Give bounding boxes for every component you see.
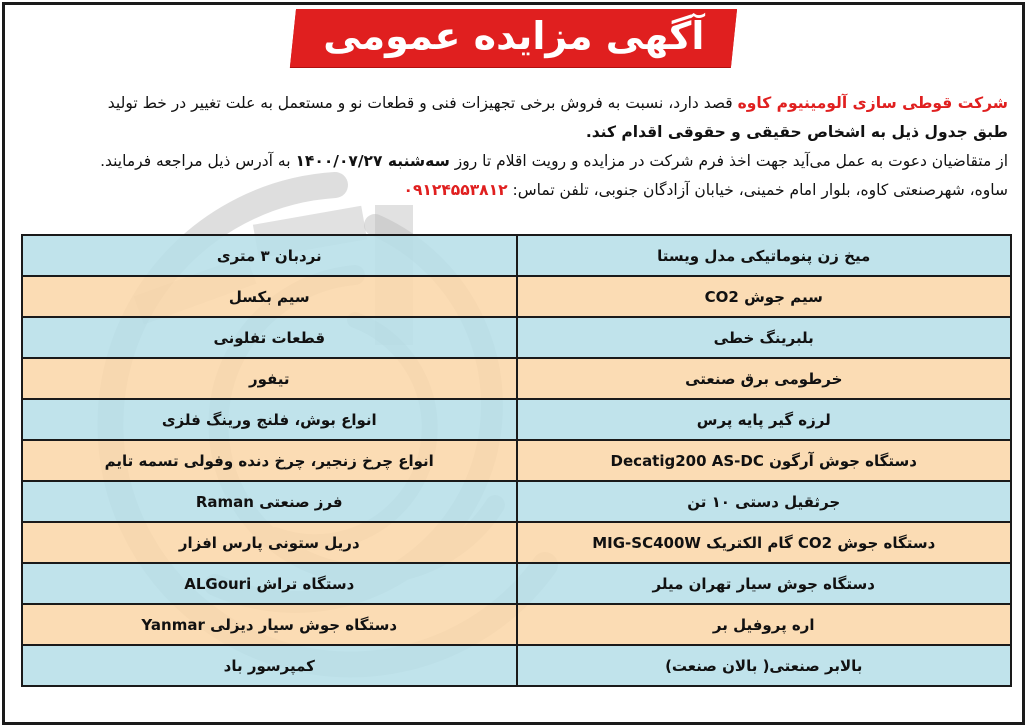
item-cell-left: تیفور [22, 358, 517, 399]
phone-number: ۰۹۱۲۴۵۵۳۸۱۲ [403, 181, 508, 199]
table-row [22, 358, 1011, 399]
table-row [22, 563, 1011, 604]
table-row [22, 522, 1011, 563]
item-cell-left: دستگاه جوش سیار دیزلی Yanmar [22, 604, 517, 645]
item-cell-right: میخ زن پنوماتیکی مدل ویستا [517, 235, 1012, 276]
table-row [22, 399, 1011, 440]
table-row [22, 481, 1011, 522]
item-cell-right: لرزه گیر پایه پرس [517, 399, 1012, 440]
item-cell-left: انواع چرخ زنجیر، چرخ دنده وفولی تسمه تایم [22, 440, 517, 481]
intro-line-3-b: به آدرس ذیل مراجعه فرمایند. [100, 152, 296, 170]
item-cell-left: دستگاه تراش ALGouri [22, 563, 517, 604]
item-cell-right: بلبرینگ خطی [517, 317, 1012, 358]
intro-line-2: طبق جدول ذیل به اشخاص حقیقی و حقوقی اقدام کند. [585, 123, 1008, 141]
ad-frame [2, 2, 1025, 725]
item-cell-left: انواع بوش، فلنج ورینگ فلزی [22, 399, 517, 440]
item-cell-left: فرز صنعتی Raman [22, 481, 517, 522]
table-row [22, 317, 1011, 358]
items-table [21, 234, 1012, 687]
item-cell-right: سیم جوش CO2 [517, 276, 1012, 317]
table-row [22, 235, 1011, 276]
intro-line-1 [19, 89, 1008, 118]
title-banner [5, 9, 1022, 67]
item-cell-left: سیم بکسل [22, 276, 517, 317]
deadline-date: سه‌شنبه ۱۴۰۰/۰۷/۲۷ [295, 152, 450, 170]
item-cell-right: خرطومی برق صنعتی [517, 358, 1012, 399]
item-cell-left: نردبان ۳ متری [22, 235, 517, 276]
item-cell-right: بالابر صنعتی( بالان صنعت) [517, 645, 1012, 686]
address: ساوه، شهرصنعتی کاوه، بلوار امام خمینی، خیابان آزادگان جنوبی، تلفن تماس: [507, 181, 1008, 199]
item-cell-right: اره پروفیل بر [517, 604, 1012, 645]
table-row [22, 645, 1011, 686]
intro-text [19, 89, 1008, 205]
item-cell-right: جرثقیل دستی ۱۰ تن [517, 481, 1012, 522]
table-row [22, 276, 1011, 317]
ad-title: آگهی مزایده عمومی [323, 14, 705, 58]
intro-line-1-text: قصد دارد، نسبت به فروش برخی تجهیزات فنی و قطعات نو و مستعمل به علت تغییر در خط تولید [107, 94, 738, 112]
item-cell-left: قطعات تفلونی [22, 317, 517, 358]
ad-title-box [290, 9, 737, 67]
table-row [22, 604, 1011, 645]
item-cell-left: دریل ستونی پارس افزار [22, 522, 517, 563]
intro-line-3-a: از متقاضیان دعوت به عمل می‌آید جهت اخذ فرم شرکت در مزایده و رویت اقلام تا روز [449, 152, 1008, 170]
table-row [22, 440, 1011, 481]
item-cell-right: دستگاه جوش سیار تهران میلر [517, 563, 1012, 604]
intro-line-3 [19, 147, 1008, 176]
item-cell-right: دستگاه جوش CO2 گام الکتریک MIG-SC400W [517, 522, 1012, 563]
item-cell-right: دستگاه جوش آرگون Decatig200 AS-DC [517, 440, 1012, 481]
address-line [19, 176, 1008, 205]
company-name: شرکت قوطی سازی آلومینیوم کاوه [737, 94, 1008, 112]
item-cell-left: کمپرسور باد [22, 645, 517, 686]
